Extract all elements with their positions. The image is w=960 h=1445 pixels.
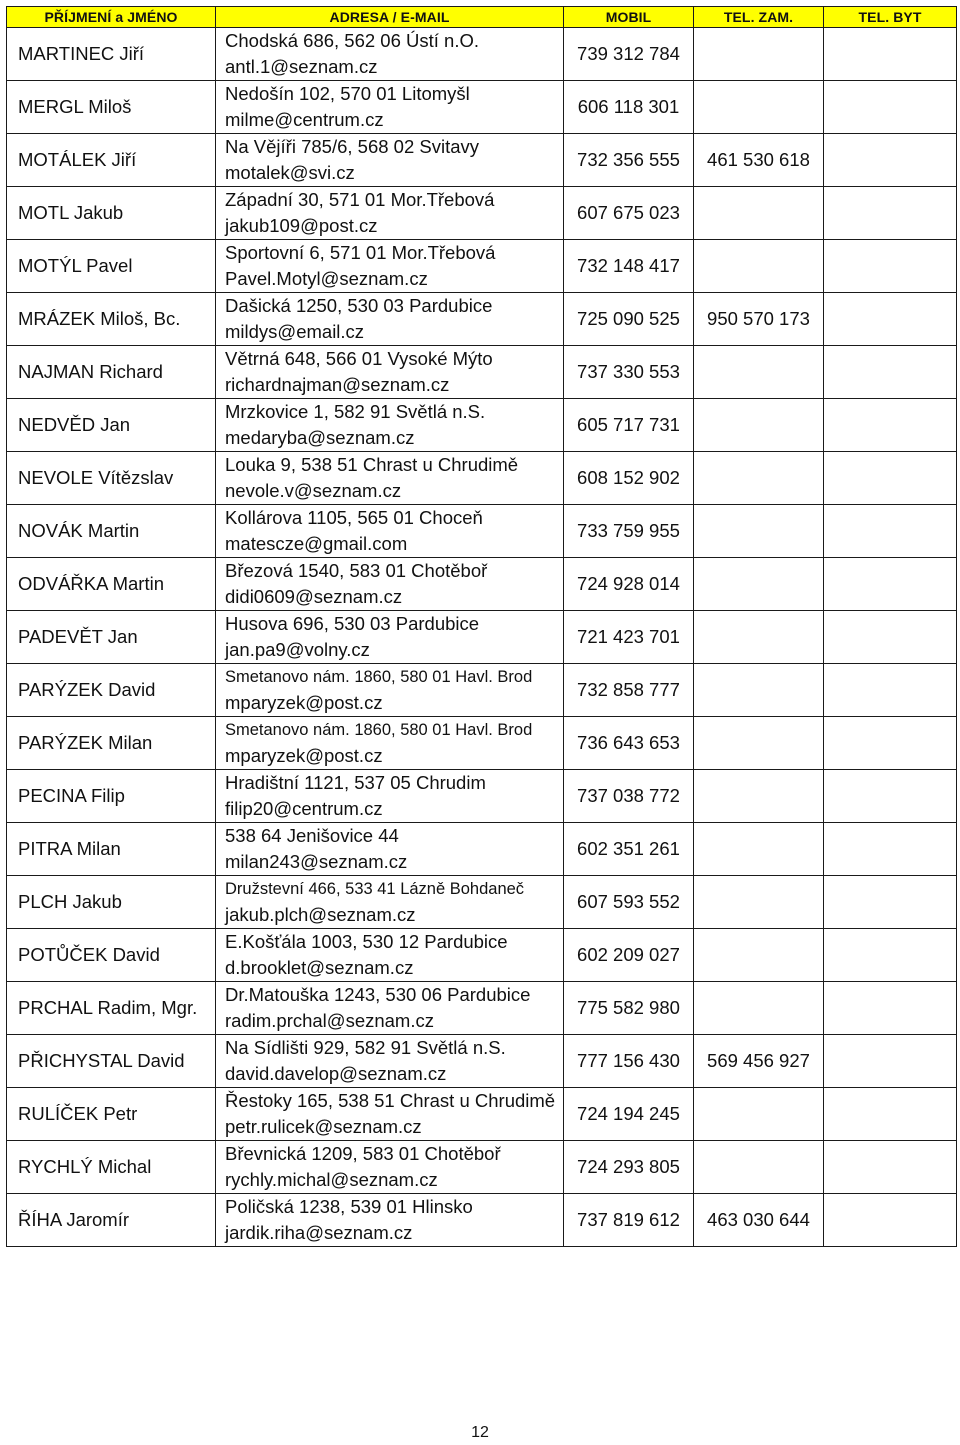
table-row bbox=[7, 240, 957, 293]
contact-work-phone bbox=[694, 664, 824, 717]
contact-mobile: 775 582 980 bbox=[564, 982, 694, 1035]
contact-email: matescze@gmail.com bbox=[225, 533, 408, 554]
contact-address: Na Sídlišti 929, 582 91 Světlá n.S. bbox=[225, 1037, 506, 1058]
contacts-table bbox=[6, 6, 957, 1247]
contact-address-email-cell bbox=[216, 1194, 564, 1247]
contact-name: MOTL Jakub bbox=[7, 187, 216, 240]
contact-home-phone bbox=[824, 134, 957, 187]
table-row bbox=[7, 1035, 957, 1088]
contact-work-phone bbox=[694, 452, 824, 505]
table-row bbox=[7, 770, 957, 823]
table-row bbox=[7, 134, 957, 187]
contact-address-email-cell bbox=[216, 1141, 564, 1194]
contact-address-email-cell bbox=[216, 187, 564, 240]
contact-mobile: 777 156 430 bbox=[564, 1035, 694, 1088]
contact-address-email-cell bbox=[216, 611, 564, 664]
contact-mobile: 737 330 553 bbox=[564, 346, 694, 399]
contact-email: mparyzek@post.cz bbox=[225, 745, 383, 766]
table-header bbox=[7, 7, 957, 28]
table-row bbox=[7, 823, 957, 876]
contact-address: Dr.Matouška 1243, 530 06 Pardubice bbox=[225, 984, 531, 1005]
contact-email: didi0609@seznam.cz bbox=[225, 586, 403, 607]
table-row bbox=[7, 1088, 957, 1141]
contact-email: motalek@svi.cz bbox=[225, 162, 355, 183]
table-row bbox=[7, 293, 957, 346]
contact-mobile: 721 423 701 bbox=[564, 611, 694, 664]
contact-home-phone bbox=[824, 1088, 957, 1141]
contact-name: POTŮČEK David bbox=[7, 929, 216, 982]
contact-mobile: 739 312 784 bbox=[564, 28, 694, 81]
contact-address: Dašická 1250, 530 03 Pardubice bbox=[225, 295, 493, 316]
contact-address: Chodská 686, 562 06 Ústí n.O. bbox=[225, 30, 480, 51]
contact-mobile: 736 643 653 bbox=[564, 717, 694, 770]
contact-work-phone: 950 570 173 bbox=[694, 293, 824, 346]
contact-address: Louka 9, 538 51 Chrast u Chrudimě bbox=[225, 454, 519, 475]
header-mobile: MOBIL bbox=[564, 7, 694, 28]
contact-address-email-cell bbox=[216, 929, 564, 982]
contact-name: NEDVĚD Jan bbox=[7, 399, 216, 452]
table-row bbox=[7, 399, 957, 452]
contact-name: PRCHAL Radim, Mgr. bbox=[7, 982, 216, 1035]
contact-address: Husova 696, 530 03 Pardubice bbox=[225, 613, 480, 634]
table-row bbox=[7, 346, 957, 399]
contact-address-email-cell bbox=[216, 558, 564, 611]
contact-address: Družstevní 466, 533 41 Lázně Bohdaneč bbox=[225, 880, 525, 898]
contact-address-email-cell bbox=[216, 81, 564, 134]
table-row bbox=[7, 81, 957, 134]
table-row bbox=[7, 611, 957, 664]
contact-email: jan.pa9@volny.cz bbox=[225, 639, 370, 660]
contact-work-phone bbox=[694, 611, 824, 664]
contact-email: nevole.v@seznam.cz bbox=[225, 480, 402, 501]
header-address: ADRESA / E-MAIL bbox=[216, 7, 564, 28]
contact-work-phone bbox=[694, 770, 824, 823]
contact-address: Hradištní 1121, 537 05 Chrudim bbox=[225, 772, 486, 793]
contact-mobile: 602 351 261 bbox=[564, 823, 694, 876]
contact-email: Pavel.Motyl@seznam.cz bbox=[225, 268, 428, 289]
contact-address: Na Vějíři 785/6, 568 02 Svitavy bbox=[225, 136, 480, 157]
table-row bbox=[7, 1194, 957, 1247]
contact-address-email-cell bbox=[216, 770, 564, 823]
contact-address: Březová 1540, 583 01 Chotěboř bbox=[225, 560, 488, 581]
contact-name: PŘICHYSTAL David bbox=[7, 1035, 216, 1088]
contact-email: d.brooklet@seznam.cz bbox=[225, 957, 414, 978]
contact-mobile: 737 819 612 bbox=[564, 1194, 694, 1247]
contact-email: jakub.plch@seznam.cz bbox=[225, 904, 416, 925]
table-row bbox=[7, 28, 957, 81]
contact-address: Kollárova 1105, 565 01 Choceň bbox=[225, 507, 483, 528]
contact-name: NOVÁK Martin bbox=[7, 505, 216, 558]
contact-email: mildys@email.cz bbox=[225, 321, 365, 342]
contact-email: mparyzek@post.cz bbox=[225, 692, 383, 713]
contact-address-email-cell bbox=[216, 717, 564, 770]
table-row bbox=[7, 876, 957, 929]
contact-address-email-cell bbox=[216, 452, 564, 505]
contact-address: Smetanovo nám. 1860, 580 01 Havl. Brod bbox=[225, 721, 533, 739]
contact-name: ODVÁŘKA Martin bbox=[7, 558, 216, 611]
contact-work-phone bbox=[694, 1088, 824, 1141]
contact-name: PECINA Filip bbox=[7, 770, 216, 823]
contact-email: david.davelop@seznam.cz bbox=[225, 1063, 447, 1084]
contact-home-phone bbox=[824, 664, 957, 717]
contact-home-phone bbox=[824, 1035, 957, 1088]
contact-address-email-cell bbox=[216, 134, 564, 187]
contact-work-phone bbox=[694, 505, 824, 558]
contact-name: MARTINEC Jiří bbox=[7, 28, 216, 81]
table-row bbox=[7, 1141, 957, 1194]
header-home-phone: TEL. BYT bbox=[824, 7, 957, 28]
contact-work-phone bbox=[694, 346, 824, 399]
contact-home-phone bbox=[824, 293, 957, 346]
contact-work-phone bbox=[694, 717, 824, 770]
contact-name: MRÁZEK Miloš, Bc. bbox=[7, 293, 216, 346]
contact-mobile: 732 356 555 bbox=[564, 134, 694, 187]
contact-mobile: 608 152 902 bbox=[564, 452, 694, 505]
contact-email: antl.1@seznam.cz bbox=[225, 56, 378, 77]
header-row bbox=[7, 7, 957, 28]
contact-home-phone bbox=[824, 1194, 957, 1247]
contact-address-email-cell bbox=[216, 399, 564, 452]
contact-email: jakub109@post.cz bbox=[225, 215, 378, 236]
contact-work-phone bbox=[694, 876, 824, 929]
contact-address: Západní 30, 571 01 Mor.Třebová bbox=[225, 189, 495, 210]
contact-home-phone bbox=[824, 929, 957, 982]
contact-address: E.Košťála 1003, 530 12 Pardubice bbox=[225, 931, 508, 952]
contact-name: PLCH Jakub bbox=[7, 876, 216, 929]
contact-address: Sportovní 6, 571 01 Mor.Třebová bbox=[225, 242, 496, 263]
contact-mobile: 724 194 245 bbox=[564, 1088, 694, 1141]
contact-home-phone bbox=[824, 1141, 957, 1194]
table-row bbox=[7, 664, 957, 717]
contact-home-phone bbox=[824, 452, 957, 505]
contact-email: milan243@seznam.cz bbox=[225, 851, 408, 872]
contact-email: petr.rulicek@seznam.cz bbox=[225, 1116, 422, 1137]
contact-address-email-cell bbox=[216, 1088, 564, 1141]
contact-address-email-cell bbox=[216, 982, 564, 1035]
contact-work-phone bbox=[694, 187, 824, 240]
contact-email: milme@centrum.cz bbox=[225, 109, 384, 130]
contact-home-phone bbox=[824, 505, 957, 558]
contact-mobile: 724 928 014 bbox=[564, 558, 694, 611]
contact-work-phone bbox=[694, 558, 824, 611]
contact-name: MOTÁLEK Jiří bbox=[7, 134, 216, 187]
contact-name: NEVOLE Vítězslav bbox=[7, 452, 216, 505]
contact-address-email-cell bbox=[216, 1035, 564, 1088]
contact-name: MERGL Miloš bbox=[7, 81, 216, 134]
contact-home-phone bbox=[824, 28, 957, 81]
contact-home-phone bbox=[824, 611, 957, 664]
contact-mobile: 732 858 777 bbox=[564, 664, 694, 717]
contact-mobile: 737 038 772 bbox=[564, 770, 694, 823]
contact-home-phone bbox=[824, 240, 957, 293]
contact-address: Mrzkovice 1, 582 91 Světlá n.S. bbox=[225, 401, 486, 422]
contact-name: PARÝZEK Milan bbox=[7, 717, 216, 770]
contact-mobile: 605 717 731 bbox=[564, 399, 694, 452]
contact-address: Nedošín 102, 570 01 Litomyšl bbox=[225, 83, 470, 104]
contact-name: PITRA Milan bbox=[7, 823, 216, 876]
contact-name: NAJMAN Richard bbox=[7, 346, 216, 399]
contact-work-phone bbox=[694, 982, 824, 1035]
contact-address: Smetanovo nám. 1860, 580 01 Havl. Brod bbox=[225, 668, 533, 686]
contact-home-phone bbox=[824, 717, 957, 770]
contact-mobile: 607 675 023 bbox=[564, 187, 694, 240]
contact-home-phone bbox=[824, 982, 957, 1035]
contact-mobile: 725 090 525 bbox=[564, 293, 694, 346]
contact-email: richardnajman@seznam.cz bbox=[225, 374, 450, 395]
contact-work-phone: 569 456 927 bbox=[694, 1035, 824, 1088]
contact-address: 538 64 Jenišovice 44 bbox=[225, 825, 399, 846]
contact-home-phone bbox=[824, 876, 957, 929]
contact-name: RULÍČEK Petr bbox=[7, 1088, 216, 1141]
contact-work-phone bbox=[694, 81, 824, 134]
contact-mobile: 732 148 417 bbox=[564, 240, 694, 293]
contact-email: medaryba@seznam.cz bbox=[225, 427, 415, 448]
contact-name: PADEVĚT Jan bbox=[7, 611, 216, 664]
contact-work-phone: 463 030 644 bbox=[694, 1194, 824, 1247]
table-row bbox=[7, 558, 957, 611]
contact-home-phone bbox=[824, 558, 957, 611]
contact-home-phone bbox=[824, 346, 957, 399]
contact-home-phone bbox=[824, 399, 957, 452]
contact-address-email-cell bbox=[216, 876, 564, 929]
contact-work-phone bbox=[694, 240, 824, 293]
header-work-phone: TEL. ZAM. bbox=[694, 7, 824, 28]
contact-mobile: 733 759 955 bbox=[564, 505, 694, 558]
contact-email: radim.prchal@seznam.cz bbox=[225, 1010, 434, 1031]
table-row bbox=[7, 717, 957, 770]
contact-work-phone bbox=[694, 1141, 824, 1194]
contact-mobile: 602 209 027 bbox=[564, 929, 694, 982]
contact-address-email-cell bbox=[216, 293, 564, 346]
contact-address: Poličská 1238, 539 01 Hlinsko bbox=[225, 1196, 473, 1217]
contact-address-email-cell bbox=[216, 823, 564, 876]
contact-name: PARÝZEK David bbox=[7, 664, 216, 717]
contact-home-phone bbox=[824, 187, 957, 240]
table-row bbox=[7, 982, 957, 1035]
contact-address: Větrná 648, 566 01 Vysoké Mýto bbox=[225, 348, 493, 369]
contact-work-phone bbox=[694, 823, 824, 876]
contact-mobile: 606 118 301 bbox=[564, 81, 694, 134]
contact-name: MOTÝL Pavel bbox=[7, 240, 216, 293]
contact-address-email-cell bbox=[216, 28, 564, 81]
contact-work-phone bbox=[694, 28, 824, 81]
contact-email: jardik.riha@seznam.cz bbox=[225, 1222, 413, 1243]
contact-email: filip20@centrum.cz bbox=[225, 798, 383, 819]
contact-home-phone bbox=[824, 81, 957, 134]
table-row bbox=[7, 187, 957, 240]
contact-mobile: 607 593 552 bbox=[564, 876, 694, 929]
contact-home-phone bbox=[824, 770, 957, 823]
contact-address-email-cell bbox=[216, 664, 564, 717]
contact-mobile: 724 293 805 bbox=[564, 1141, 694, 1194]
contact-work-phone: 461 530 618 bbox=[694, 134, 824, 187]
contact-work-phone bbox=[694, 929, 824, 982]
contact-home-phone bbox=[824, 823, 957, 876]
contact-work-phone bbox=[694, 399, 824, 452]
contact-name: ŘÍHA Jaromír bbox=[7, 1194, 216, 1247]
table-row bbox=[7, 505, 957, 558]
contact-address: Břevnická 1209, 583 01 Chotěboř bbox=[225, 1143, 501, 1164]
header-name: PŘÍJMENÍ a JMÉNO bbox=[7, 7, 216, 28]
contact-name: RYCHLÝ Michal bbox=[7, 1141, 216, 1194]
contact-address: Řestoky 165, 538 51 Chrast u Chrudimě bbox=[225, 1090, 556, 1111]
table-body bbox=[7, 28, 957, 1247]
table-row bbox=[7, 929, 957, 982]
contact-address-email-cell bbox=[216, 505, 564, 558]
contact-address-email-cell bbox=[216, 240, 564, 293]
contact-address-email-cell bbox=[216, 346, 564, 399]
table-row bbox=[7, 452, 957, 505]
contact-email: rychly.michal@seznam.cz bbox=[225, 1169, 438, 1190]
page-number: 12 bbox=[471, 1424, 489, 1441]
